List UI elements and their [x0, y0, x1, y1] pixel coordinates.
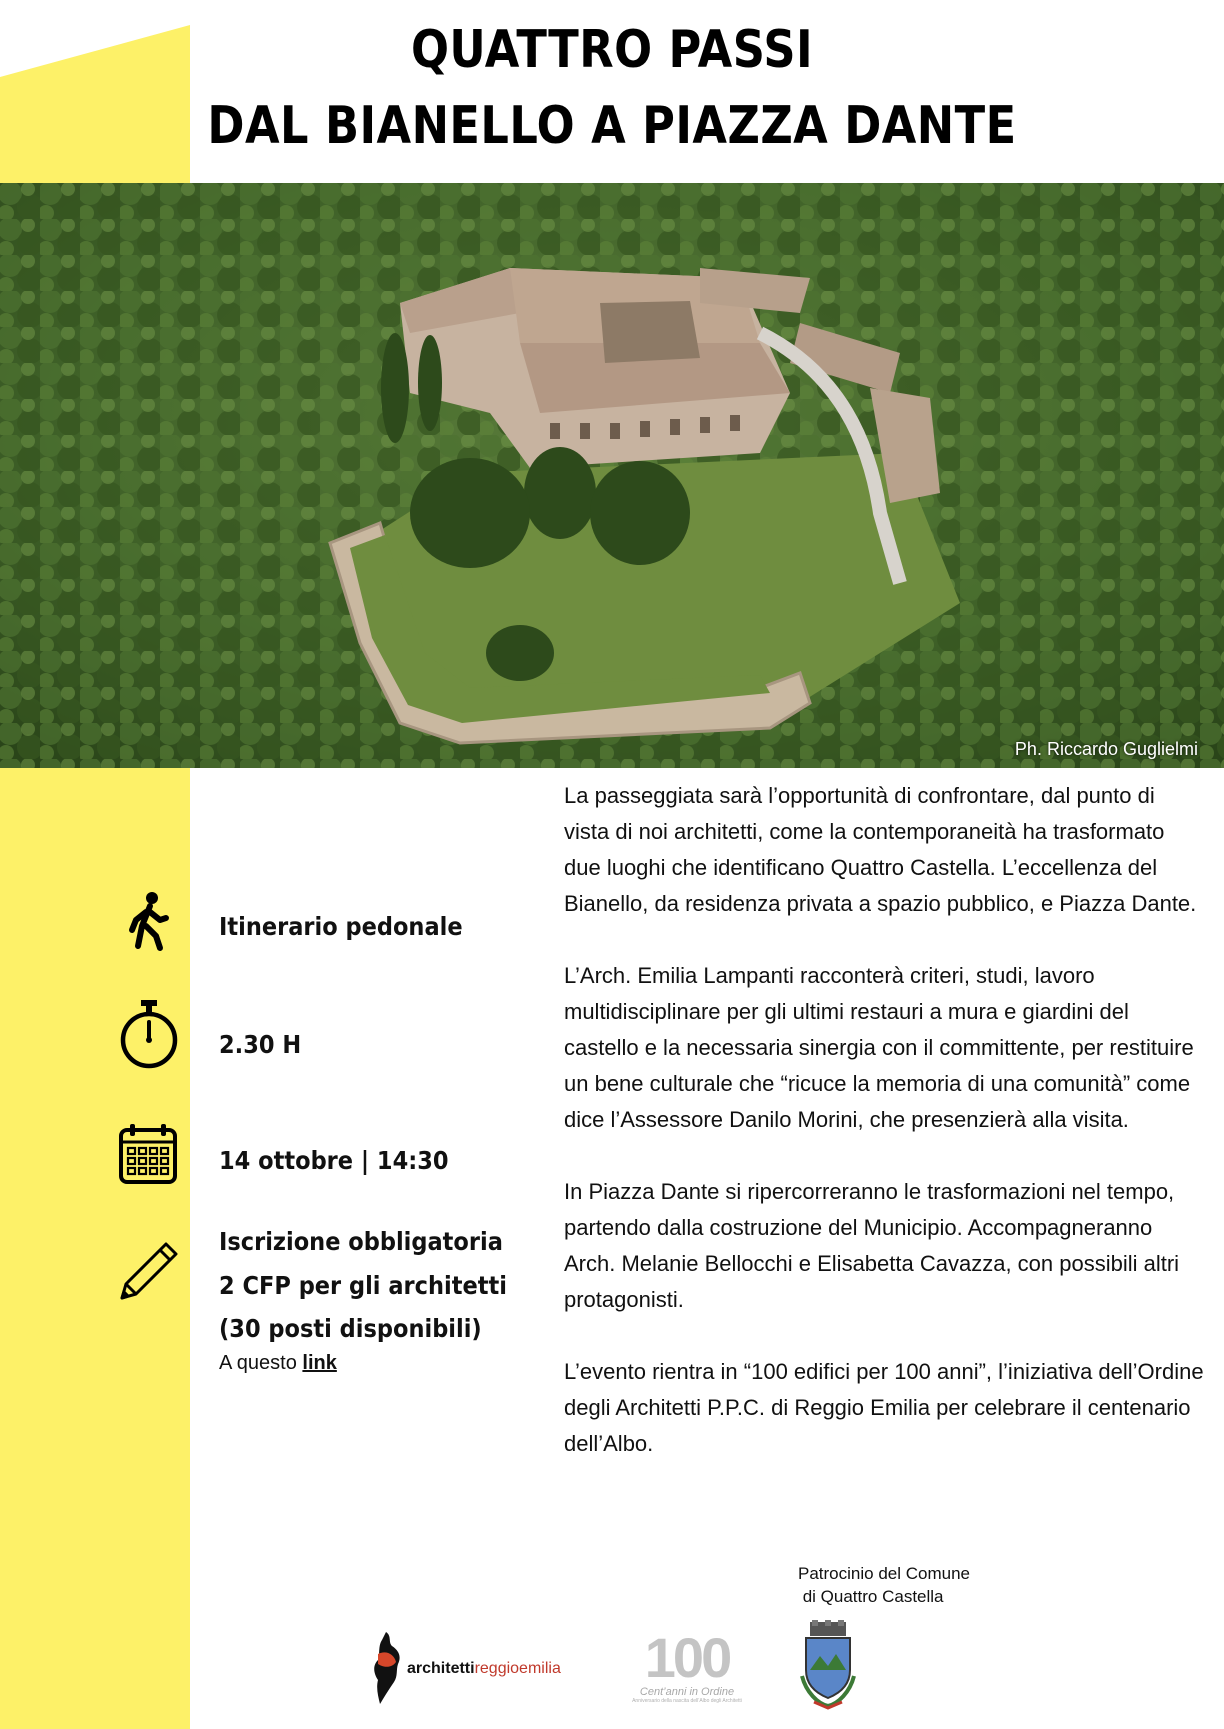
logo-100-caption: Anniversario della nascita dell’Albo degli Architetti [632, 1698, 742, 1704]
page-title [86, 12, 1139, 164]
description-paragraph-4: L’evento rientra in “100 edifici per 100 anni”, l’iniziativa dell’Ordine degli Architetti P.P.C. di Reggio Emilia per celebrare il centenario dell’Albo. [564, 1359, 1204, 1456]
patronage-line-2: di Quattro Castella [798, 1587, 944, 1606]
logo-100-number: 100 [644, 1626, 730, 1689]
cent-anni-in-ordine-logo [622, 1626, 752, 1710]
quattro-castella-crest-icon [796, 1620, 860, 1712]
logo-100-subtitle: Cent’anni in Ordine [639, 1686, 735, 1698]
duration-label: 2.30 H [219, 1030, 302, 1059]
logo-text-part2: reggioemilia [474, 1660, 561, 1677]
registration-link[interactable]: link [302, 1352, 337, 1374]
registration-line-3: (30 posti disponibili) [219, 1314, 482, 1343]
architetti-logo-mark [368, 1630, 408, 1706]
walking-person-icon [116, 890, 182, 956]
title-line-1: QUATTRO PASSI [410, 20, 814, 80]
calendar-icon [116, 1122, 182, 1188]
description-paragraph-1: La passeggiata sarà l’opportunità di confrontare, dal punto di vista di noi architetti, come la contemporaneità ha trasformato due luoghi che identificano Quattro Castella. L’eccellenza del Bianello, da residenza privata a spazio pubblico, e Piazza Dante. [564, 783, 1197, 916]
castle-aerial-photo [0, 183, 1224, 768]
registration-link-line [219, 1352, 337, 1375]
logo-text-part1: architetti [407, 1660, 475, 1677]
architetti-logo-text [407, 1660, 561, 1678]
patronage-note [798, 1562, 970, 1608]
registration-line-2: 2 CFP per gli architetti [219, 1271, 507, 1300]
stopwatch-icon [116, 1000, 182, 1066]
castle-illustration [0, 183, 1224, 768]
patronage-line-1: Patrocinio del Comune [798, 1564, 970, 1583]
description-paragraph-3: In Piazza Dante si ripercorreranno le trasformazioni nel tempo, partendo dalla costruzione del Municipio. Accompagneranno Arch. Melanie Bellocchi e Elisabetta Cavazza, con possibili altri protagonisti. [564, 1179, 1180, 1312]
event-description [564, 778, 1204, 1498]
pencil-icon [116, 1238, 182, 1304]
photo-credit: Ph. Riccardo Guglielmi [1014, 739, 1198, 759]
link-prefix: A questo [219, 1352, 297, 1374]
registration-line-1: Iscrizione obbligatoria [219, 1227, 503, 1256]
architetti-reggio-emilia-logo [368, 1630, 588, 1706]
date-time-label: 14 ottobre | 14:30 [219, 1146, 449, 1175]
itinerary-label: Itinerario pedonale [219, 912, 463, 941]
description-paragraph-2: L’Arch. Emilia Lampanti racconterà criteri, studi, lavoro multidisciplinare per gli ultimi restauri a mura e giardini del castello e la necessaria sinergia con il committente, per restituire un bene culturale che “ricuce la memoria di una comunità” come dice l’Assessore Danilo Morini, che presenzierà alla visita. [564, 963, 1194, 1132]
title-line-2: DAL BIANELLO A PIAZZA DANTE [207, 96, 1017, 156]
